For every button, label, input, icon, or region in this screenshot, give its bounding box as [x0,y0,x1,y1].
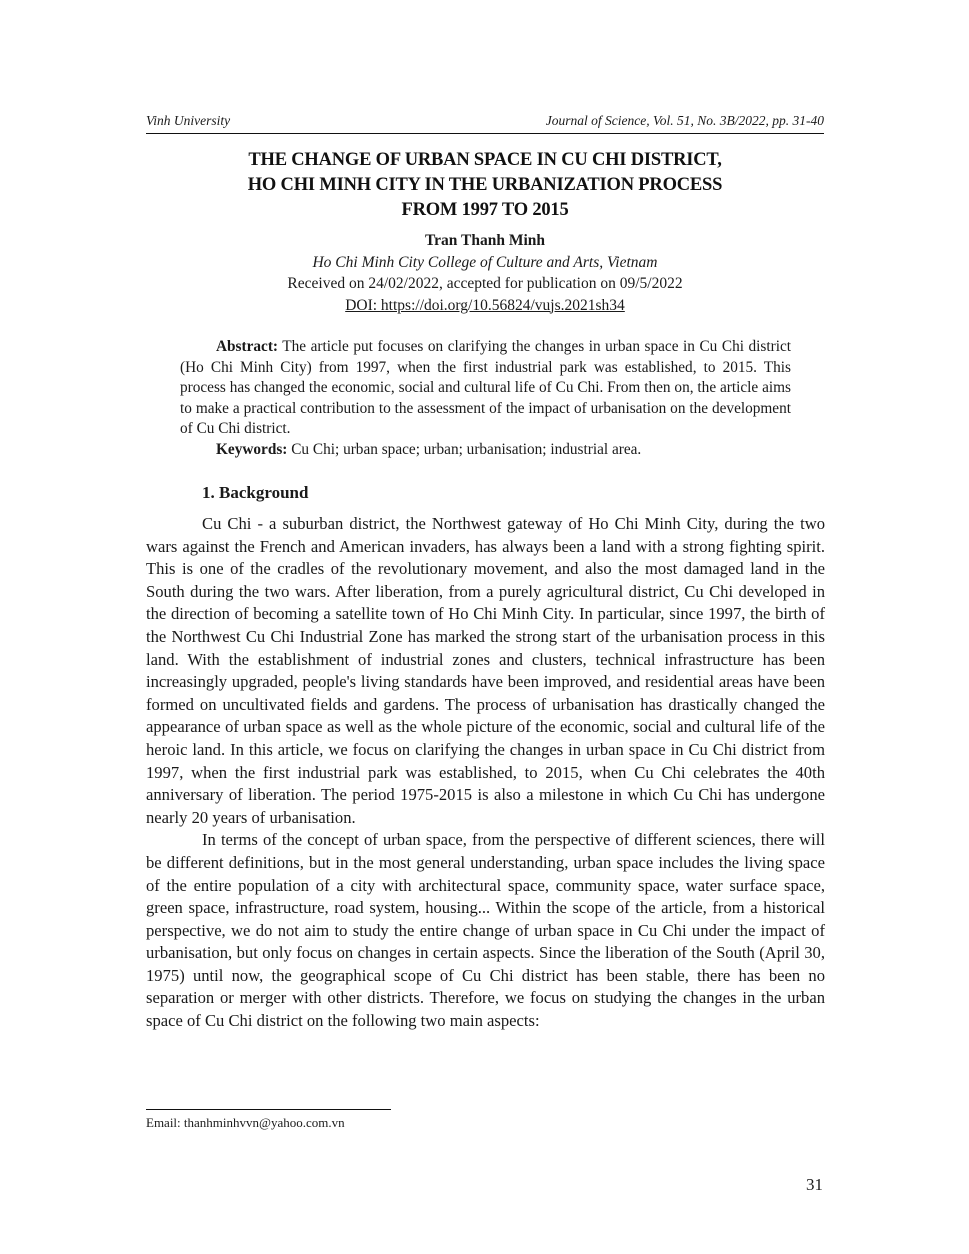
header-journal-citation: Journal of Science, Vol. 51, No. 3B/2022, pp. 31-40 [545,113,824,128]
body-text [146,513,825,1033]
footnote-divider [146,1109,391,1110]
abstract-paragraph [180,337,791,440]
doi-link[interactable]: DOI: https://doi.org/10.56824/vujs.2021sh34 [345,296,625,314]
title-line: HO CHI MINH CITY IN THE URBANIZATION PROCESS [247,175,723,195]
paper-meta [146,230,824,316]
paper-title [146,148,824,223]
abstract-text: The article put focuses on clarifying the changes in urban space in Cu Chi district (Ho Chi Minh City) from 1997, when the first industrial park was established, to 2015. This process has changed the economic, social and cultural life of Cu Chi. From then on, the article aims to make a practical contribution to the assessment of the impact of urbanisation on the development of Cu Chi district. [180,338,791,438]
keywords-label: Keywords: [216,440,288,458]
page-number: 31 [806,1175,823,1194]
title-line: FROM 1997 TO 2015 [401,200,569,220]
section-heading: 1. Background [202,483,309,502]
header-institution: Vinh University [146,113,231,128]
received-dates: Received on 24/02/2022, accepted for publication on 09/5/2022 [287,275,683,292]
keywords-paragraph [180,440,791,461]
keywords-text: Cu Chi; urban space; urban; urbanisation; industrial area. [287,440,642,458]
header-divider [146,133,824,134]
abstract-block [180,337,791,461]
footnote-email: Email: thanhminhvvn@yahoo.com.vn [146,1115,345,1130]
title-line: THE CHANGE OF URBAN SPACE IN CU CHI DISTRICT, [248,150,722,170]
author-affiliation: Ho Chi Minh City College of Culture and Arts, Vietnam [312,253,658,271]
body-paragraph: Cu Chi - a suburban district, the Northwest gateway of Ho Chi Minh City, during the two wars against the French and American invaders, has always been a land with a strong fighting spirit. This is one of the cradles of the revolutionary movement, and also the most damaged land in the South during the two wars. After liberation, from a purely agricultural district, Cu Chi developed in the direction of becoming a satellite town of Ho Chi Minh City. In particular, since 1997, the birth of the Northwest Cu Chi Industrial Zone has marked the strong start of the urbanisation process in this land. With the establishment of industrial zones and clusters, technical infrastructure has been increasingly upgraded, people's living standards have been improved, and residential areas have been formed on uncultivated fields and gardens. The process of urbanisation has drastically changed the appearance of urban space as well as the whole picture of the economic, social and cultural life of the heroic land. In this article, we focus on clarifying the changes in urban space in Cu Chi district from 1997, when the first industrial park was established, to 2015, when Cu Chi celebrates the 40th anniversary of liberation. The period 1975-2015 is also a milestone in which Cu Chi has undergone nearly 20 years of urbanisation. [146,514,825,827]
body-paragraph: In terms of the concept of urban space, from the perspective of different sciences, there will be different definitions, but in the most general understanding, urban space includes the living space of the entire population of a city with architectural space, community space, water surface space, green space, infrastructure, road system, housing... Within the scope of the article, from a historical perspective, we do not aim to study the entire change of urban space in Cu Chi under the impact of urbanisation, but only focus on changes in certain aspects. Since the liberation of the South (April 30, 1975) until now, the geographical scope of Cu Chi district has been stable, there has been no separation or merger with other districts. Therefore, we focus on studying the changes in the urban space of Cu Chi district on the following two main aspects: [146,830,825,1031]
author-name: Tran Thanh Minh [424,232,546,249]
abstract-label: Abstract: [216,338,279,355]
running-header [146,112,824,130]
